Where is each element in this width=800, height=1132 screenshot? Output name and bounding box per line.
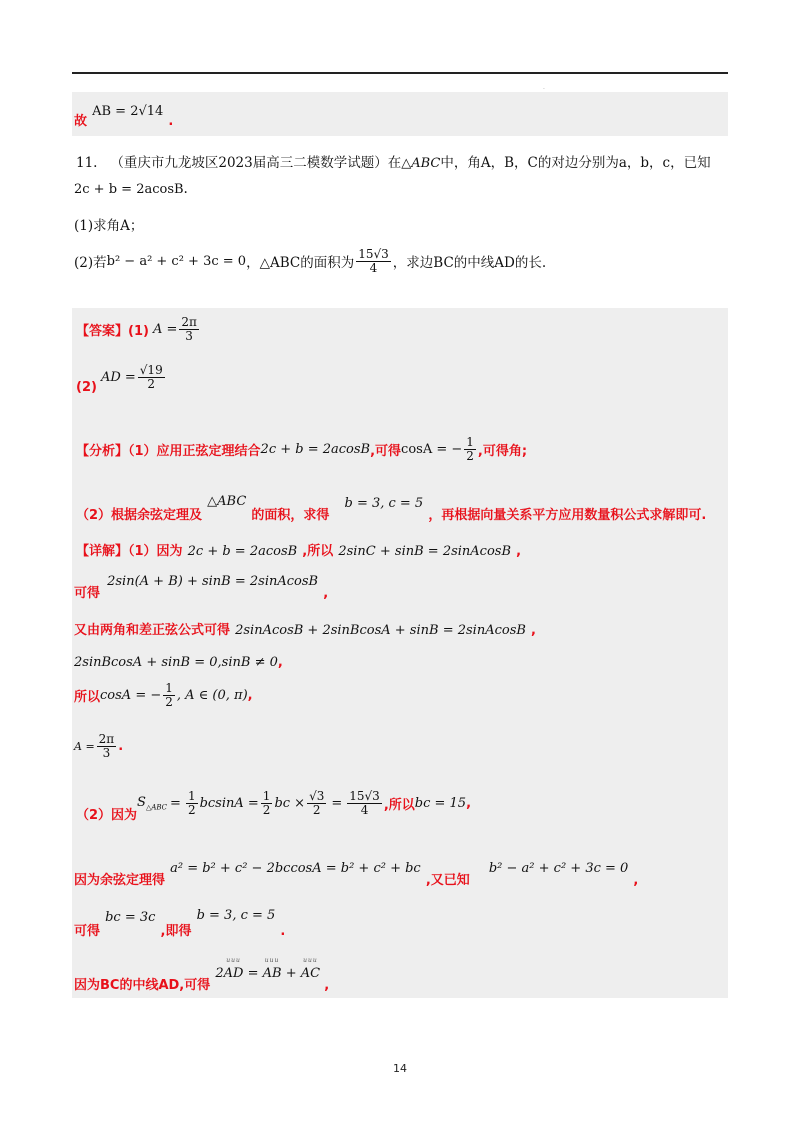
detail-line-4 <box>74 651 283 670</box>
detail-p2-e2: bcsinA = <box>199 795 259 811</box>
detail-l8-c: , <box>633 873 639 888</box>
detail-t1: ,所以 <box>302 544 334 559</box>
detail-p2-res: bc = 15 <box>414 795 467 811</box>
problem-part2 <box>74 248 546 274</box>
answer2-num: √19 <box>139 363 163 377</box>
problem-intro <box>76 151 711 171</box>
detail-p2-frac4 <box>347 790 382 816</box>
analysis-line2-c: ，再根据向量关系平方应用数量积公式求解即可. <box>428 508 707 523</box>
detail-p2-f3n: √3 <box>309 789 325 803</box>
analysis-end1: ,可得角; <box>477 443 528 459</box>
detail-l8-b: ,又已知 <box>425 873 470 888</box>
vector-AB <box>262 957 282 981</box>
analysis-mid1: ,可得 <box>370 443 402 459</box>
answer-line-1 <box>76 316 201 342</box>
detail-l4-b: , <box>277 655 283 670</box>
detail-l5-fraction <box>163 682 175 708</box>
detail-line-6 <box>74 733 123 759</box>
detail-p2-f4d: 4 <box>360 802 369 817</box>
detail-e2: 2sinC + sinB = 2sinAcosB <box>338 544 512 559</box>
detail-l5-a: 所以 <box>74 689 101 705</box>
detail-l10-a: 因为BC的中线AD,可得 <box>74 978 211 993</box>
problem-triangle: △ABC <box>401 156 441 171</box>
problem-condition-end: . <box>183 181 188 197</box>
detail-l9-c: . <box>280 924 286 939</box>
detail-p2-e1: = <box>170 795 181 811</box>
detail-l3-b: , <box>531 623 536 638</box>
problem-part1: (1)求角A； <box>74 218 144 234</box>
detail-l10-b: , <box>324 978 330 993</box>
detail-p2-f2n: 1 <box>262 789 271 803</box>
detail-label: 【详解】（1）因为 <box>76 544 183 559</box>
analysis-line2-a: （2）根据余弦定理及 <box>76 508 203 523</box>
part2-mid: ，△ABC的面积为 <box>246 255 355 272</box>
vector-AD-label: AD <box>223 966 244 981</box>
answer-line-2 <box>76 363 167 395</box>
detail-e1: 2c + b = 2acosB <box>187 544 298 559</box>
answer1-num: 2π <box>181 315 197 329</box>
detail-l6-num: 2π <box>98 732 115 746</box>
analysis-line2-b: 的面积，求得 <box>251 508 330 523</box>
vector-AD <box>223 957 244 981</box>
detail-l6-b: . <box>118 738 124 754</box>
detail-line-9 <box>74 906 286 939</box>
area-denominator: 4 <box>369 260 378 275</box>
prev-answer-suffix: . <box>168 114 174 129</box>
analysis-line-2 <box>76 494 707 523</box>
detail-p2-b: ,所以 <box>383 797 415 813</box>
problem-number: 11. <box>76 155 98 171</box>
detail-l2-a: 可得 <box>74 586 101 601</box>
detail-p2-f3d: 2 <box>312 802 321 817</box>
problem-condition: 2c + b = 2acosB <box>74 182 184 197</box>
answer2-lhs: AD = <box>100 369 136 385</box>
vector-AC-arrow: uuu <box>303 957 318 964</box>
detail-t2: , <box>516 544 522 559</box>
analysis-line2-expr: b = 3, c = 5 <box>344 496 424 511</box>
detail-p2-f2d: 2 <box>262 802 271 817</box>
area-numerator: 15√3 <box>358 247 389 261</box>
detail-l10-eq: = <box>247 966 259 981</box>
detail-l6-fraction <box>97 733 117 759</box>
prev-answer-prefix: 故 <box>74 114 88 129</box>
problem-source: （重庆市九龙坡区2023届高三二模数学试题）在 <box>110 155 402 171</box>
header-mark: · <box>543 86 545 93</box>
problem-condition-line <box>74 181 188 197</box>
analysis-frac-den: 2 <box>466 448 474 463</box>
detail-l10-expr <box>215 957 324 981</box>
vector-AD-arrow: uuu <box>226 957 241 964</box>
problem-intro-rest: 中，角A，B，C的对边分别为a，b，c，已知 <box>440 155 711 171</box>
detail-l6-den: 3 <box>102 745 111 760</box>
detail-p2-frac1 <box>186 790 198 816</box>
answer2-fraction <box>138 364 165 390</box>
detail-p2-frac2 <box>261 790 273 816</box>
detail-p2-frac3 <box>307 790 326 816</box>
detail-l8-e: a² = b² + c² − 2bccosA = b² + c² + bc <box>170 861 421 876</box>
detail-l5-lhs: cosA = − <box>100 687 162 703</box>
prev-answer-line <box>74 100 174 129</box>
detail-l5-b: , <box>247 687 253 703</box>
detail-line-8 <box>74 857 639 888</box>
detail-line-10 <box>74 957 330 993</box>
detail-l9-a: 可得 <box>74 924 101 939</box>
vector-AB-arrow: uuu <box>264 957 280 964</box>
answer2-label: (2) <box>76 379 97 395</box>
detail-l4-e1: 2sinBcosA + sinB = 0 <box>74 655 218 670</box>
analysis-line2-tri: △ABC <box>207 494 247 509</box>
analysis-expr1: 2c + b = 2acosB <box>260 441 371 457</box>
prev-answer-expr: AB = 2√14 <box>92 104 164 119</box>
answer1-den: 3 <box>185 328 193 343</box>
detail-line-1 <box>76 540 521 559</box>
detail-l4-e2: ,sinB ≠ 0 <box>217 655 278 670</box>
detail-p2-a: （2）因为 <box>76 807 138 823</box>
detail-line-5 <box>74 682 253 708</box>
detail-l6-lhs: A = <box>74 739 95 753</box>
answer-label: 【答案】(1) <box>76 323 149 339</box>
detail-line-2 <box>74 570 329 601</box>
detail-l8-e2: b² − a² + c² + 3c = 0 <box>488 861 629 876</box>
detail-l9-e2: b = 3, c = 5 <box>196 908 276 923</box>
answer2-den: 2 <box>147 376 156 391</box>
detail-p2-S-sub: △ABC <box>145 803 168 812</box>
analysis-fraction <box>464 436 476 462</box>
analysis-frac-num: 1 <box>466 435 474 449</box>
detail-l9-e1: bc = 3c <box>105 910 156 925</box>
analysis-expr2: cosA = − <box>401 441 463 457</box>
vector-AC-label: AC <box>300 966 321 981</box>
detail-p2-f1n: 1 <box>187 789 196 803</box>
detail-l10-plus: + <box>285 966 297 981</box>
detail-l5-rest: , A ∈ (0, π) <box>176 687 248 703</box>
vector-AC <box>300 957 321 981</box>
part2-end: ，求边BC的中线AD的长. <box>392 255 547 272</box>
detail-l10-two: 2 <box>215 966 224 981</box>
detail-p2-e4: = <box>331 795 343 811</box>
detail-p2-S-letter: S <box>137 794 146 810</box>
detail-line-7 <box>76 789 472 823</box>
detail-p2-c: , <box>466 795 472 811</box>
analysis-label: 【分析】（1）应用正弦定理结合 <box>76 443 261 459</box>
area-fraction <box>356 248 391 274</box>
header-rule <box>72 72 728 74</box>
detail-l2-b: , <box>323 586 329 601</box>
detail-l3-e: 2sinAcosB + 2sinBcosA + sinB = 2sinAcosB <box>235 623 526 638</box>
analysis-line-1 <box>76 436 527 462</box>
vector-AB-label: AB <box>262 966 282 981</box>
detail-l3-a: 又由两角和差正弦公式可得 <box>74 623 231 638</box>
answer1-fraction <box>179 316 199 342</box>
detail-l8-a: 因为余弦定理得 <box>74 873 166 888</box>
detail-l2-e: 2sin(A + B) + sinB = 2sinAcosB <box>107 574 319 589</box>
detail-l9-b: ,即得 <box>160 924 192 939</box>
detail-p2-f4n: 15√3 <box>349 789 380 803</box>
detail-l5-num: 1 <box>165 681 173 695</box>
answer1-lhs: A = <box>152 321 178 337</box>
page-number: 14 <box>393 1062 407 1075</box>
detail-p2-S <box>137 795 167 812</box>
part2-expr: b² − a² + c² + 3c = 0 <box>106 253 247 269</box>
detail-l5-den: 2 <box>165 694 173 709</box>
detail-line-3 <box>74 619 536 638</box>
detail-p2-e3: bc × <box>274 795 306 811</box>
detail-p2-f1d: 2 <box>187 802 196 817</box>
part2-prefix: (2)若 <box>74 255 107 272</box>
